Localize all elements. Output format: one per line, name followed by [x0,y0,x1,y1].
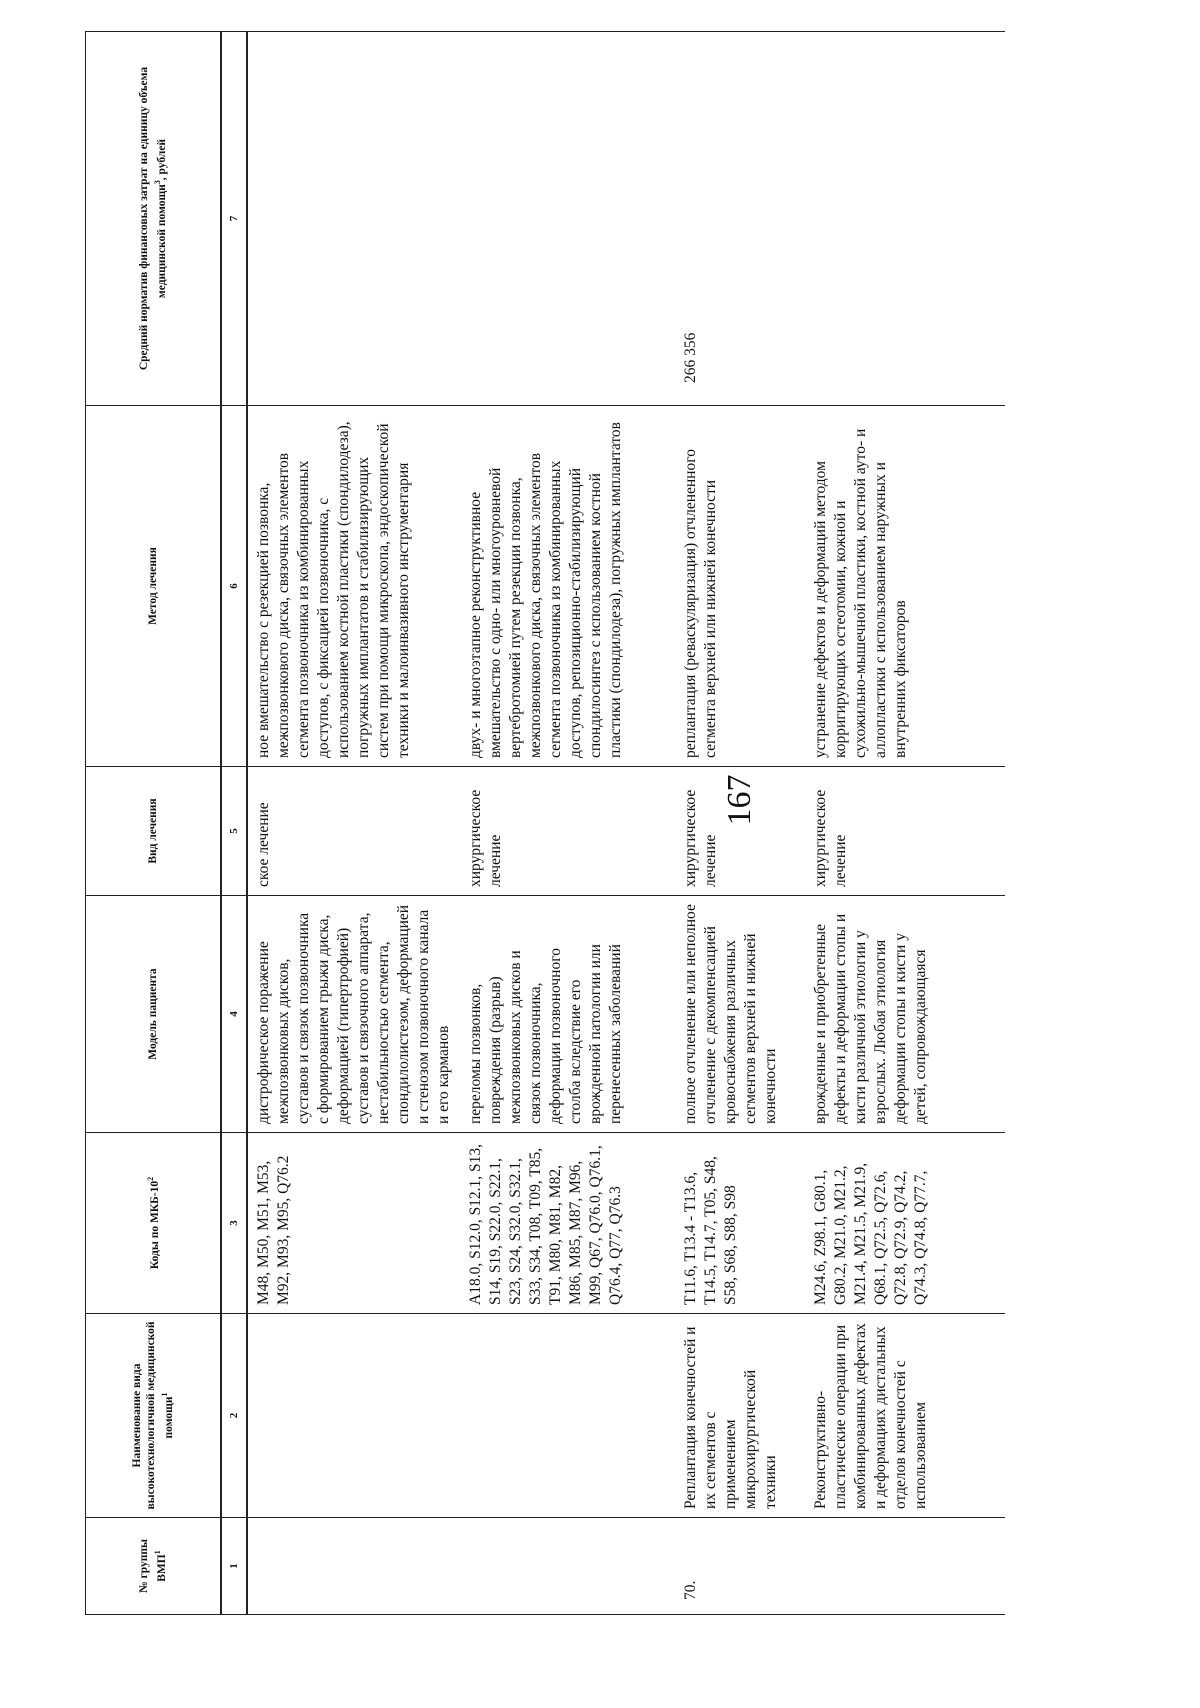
cell-financing-norm [460,32,675,406]
table-row [805,32,1005,1615]
table-row [247,32,460,1615]
cell-vmp-name: Реконструктивно-пластические операции при комбинированных дефектах и деформациях дистальных отделов конечностей с использованием [805,1314,1005,1518]
cell-treatment-method: ное вмешательство с резекцией позвонка, межпозвонкового диска, связочных элементов сегмента позвоночника из комбинированных доступов, с фиксацией позвоночника, с использованием костной пластики (спондилодеза), погружных имплантатов и стабилизирующих систем при помощи микроскопа, эндоскопической техники и малоинвазивного инструментария [247,406,460,767]
cell-vmp-name [247,1314,460,1518]
column-number: 6 [221,406,247,767]
cell-patient-model: полное отчленение или неполное отчленение с декомпенсацией кровоснабжения различных сегментов верхней и нижней конечности [675,896,805,1133]
cell-patient-model: переломы позвонков, повреждения (разрыв) межпозвонковых дисков и связок позвоночника, деформации позвоночного столба вследствие его врожденной патологии или перенесенных заболеваний [460,896,675,1133]
column-number: 1 [221,1518,247,1615]
cell-treatment-type: хирургическое лечение [805,767,1005,896]
column-number: 7 [221,32,247,406]
cell-financing-norm [805,32,1005,406]
table-row [675,32,805,1615]
column-number: 2 [221,1314,247,1518]
cell-patient-model: врожденные и приобретенные дефекты и деформации стопы и кисти различной этиологии у взрослых. Любая этиология деформации стопы и кисти у детей, сопровождающаяся [805,896,1005,1133]
header-vmp-name: Наименование вида высокотехнологичной медицинской помощи$^1$ [86,1314,222,1518]
cell-treatment-method: устранение дефектов и деформаций методом корригирующих остеотомии, кожной и сухожильно-мышечной пластики, костной ауто- и аллопластики с использованием наружных и внутренних фиксаторов [805,406,1005,767]
cell-treatment-method: реплантация (реваскуляризация) отчлененного сегмента верхней или нижней конечности [675,406,805,767]
column-number: 4 [221,896,247,1133]
cell-financing-norm: 266 356 [675,32,805,406]
cell-group-number [460,1518,675,1615]
cell-icd-codes: M48, M50, M51, M53, M92, M93, M95, Q76.2 [247,1133,460,1314]
cell-group-number [247,1518,460,1615]
column-number: 3 [221,1133,247,1314]
cell-treatment-method: двух- и многоэтапное реконструктивное вмешательство с одно- или многоуровневой вертебротомией путем резекции позвонка, межпозвонкового диска, связочных элементов сегмента позвоночника из комбинированных доступов, репозиционно-стабилизирующий спондилосинтез с использованием костной пластики (спондилодеза), погружных имплантатов [460,406,675,767]
cell-treatment-type: хирургическое лечение [460,767,675,896]
column-number-row [221,32,247,1615]
cell-icd-codes: A18.0, S12.0, S12.1, S13, S14, S19, S22.0, S22.1, S23, S24, S32.0, S32.1, S33, S34, T08, T09, T85, T91, M80, M81, M82, M86, M85, M87, M96, M99, Q67, Q76.0, Q76.1, Q76.4, Q77, Q76.3 [460,1133,675,1314]
page-number: 167 [721,774,758,826]
header-group-number: № группы ВМП$^1$ [86,1518,222,1615]
header-financing-norm: Средний норматив финансовых затрат на единицу объема медицинской помощи$^3$, рублей [86,32,222,406]
cell-treatment-type: ское лечение [247,767,460,896]
cell-vmp-name: Реплантация конечностей и их сегментов с применением микрохирургической техники [675,1314,805,1518]
rotated-table-container [85,66,1200,1615]
header-treatment-type: Вид лечения [86,767,222,896]
cell-group-number: 70. [675,1518,805,1615]
vmp-table [85,31,1005,1615]
cell-icd-codes: M24.6, Z98.1, G80.1, G80.2, M21.0, M21.2, M21.4, M21.5, M21.9, Q68.1, Q72.5, Q72.6, Q72.8, Q72.9, Q74.2, Q74.3, Q74.8, Q77.7, [805,1133,1005,1314]
cell-group-number [805,1518,1005,1615]
cell-financing-norm [247,32,460,406]
table-row [460,32,675,1615]
column-number: 5 [221,767,247,896]
header-patient-model: Модель пациента [86,896,222,1133]
cell-icd-codes: T11.6, T13.4 - T13.6, T14.5, T14.7, T05, S48, S58, S68, S88, S98 [675,1133,805,1314]
cell-vmp-name [460,1314,675,1518]
header-treatment-method: Метод лечения [86,406,222,767]
cell-treatment-type: хирургическое лечение [675,767,805,896]
cell-patient-model: дистрофическое поражение межпозвонковых дисков, суставов и связок позвоночника с формированием грыжи диска, деформацией (гипертрофией) суставов и связочного аппарата, нестабильностью сегмента, спондилолистезом, деформацией и стенозом позвоночного канала и его карманов [247,896,460,1133]
header-icd-codes: Коды по МКБ-$10^2$ [86,1133,222,1314]
header-row [86,32,222,1615]
